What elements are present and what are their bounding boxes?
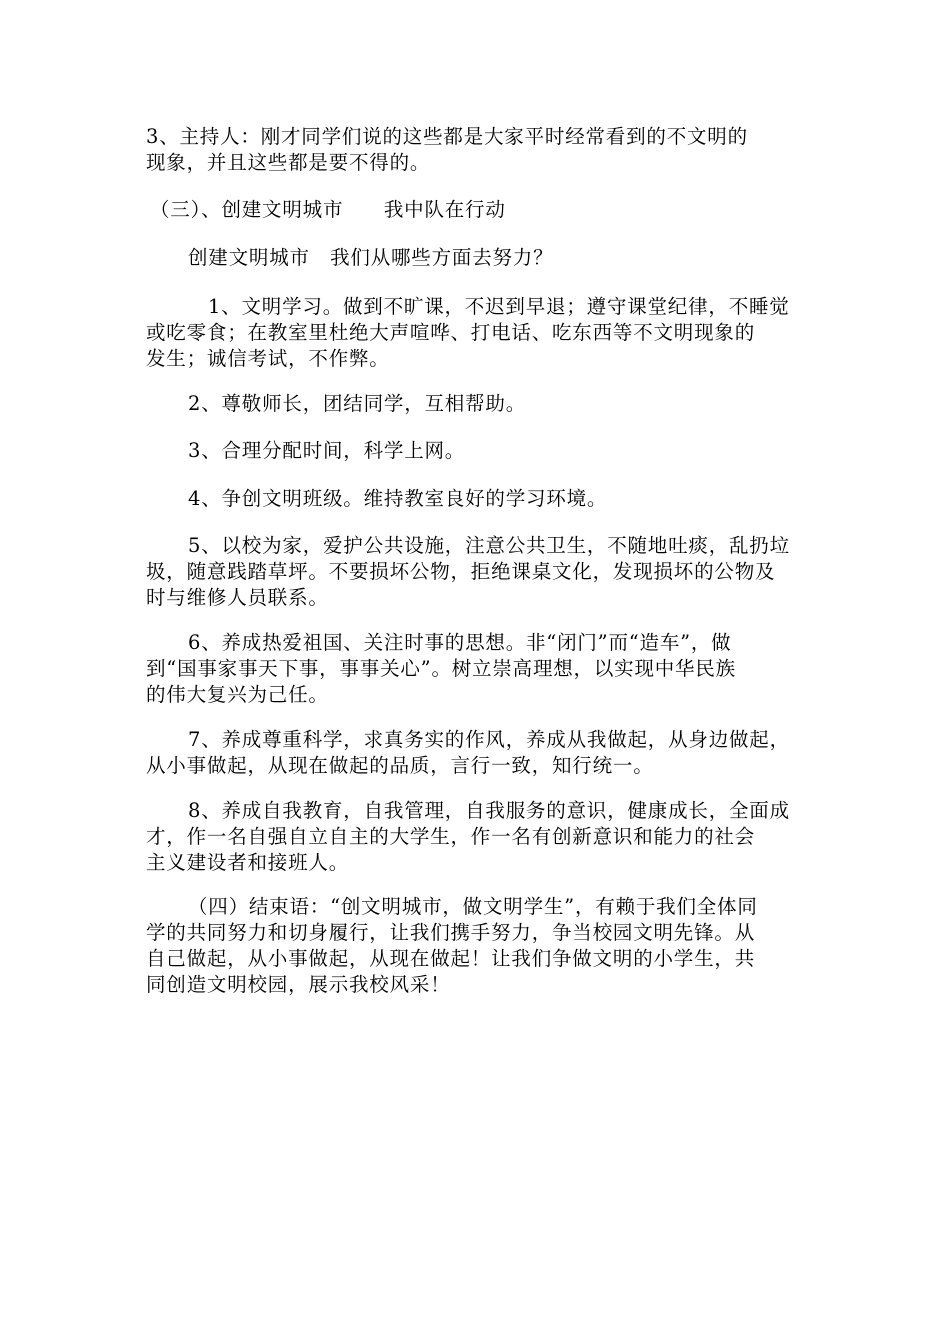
section-question xyxy=(146,245,806,271)
paragraph-host-remarks xyxy=(146,124,806,176)
text-line: 7、养成尊重科学，求真务实的作风，养成从我做起，从身边做起， xyxy=(188,728,790,751)
text-line: 或吃零食；在教室里杜绝大声喧哗、打电话、吃东西等不文明现象的 xyxy=(146,321,756,344)
list-item-7 xyxy=(146,727,806,779)
text-line: （四）结束语：“创文明城市，做文明学生”，有赖于我们全体同 xyxy=(188,895,758,918)
text-line: 主义建设者和接班人。 xyxy=(146,851,350,874)
text-line: 4、争创文明班级。维持教室良好的学习环境。 xyxy=(188,487,608,510)
text-line: 圾，随意践踏草坪。不要损坏公物，拒绝课桌文化，发现损坏的公物及 xyxy=(146,560,776,583)
list-item-3 xyxy=(146,438,806,464)
list-item-4 xyxy=(146,486,806,512)
heading-text: （三）、创建文明城市 我中队在行动 xyxy=(150,198,506,221)
text-line: 1、文明学习。做到不旷课，不迟到早退；遵守课堂纪律，不睡觉 xyxy=(208,295,790,318)
conclusion-paragraph xyxy=(146,894,806,998)
list-item-1 xyxy=(146,294,806,372)
list-item-8 xyxy=(146,798,806,876)
text-line: 时与维修人员联系。 xyxy=(146,586,329,609)
question-text: 创建文明城市 我们从哪些方面去努力？ xyxy=(188,246,554,269)
list-item-5 xyxy=(146,533,806,611)
text-line: 现象，并且这些都是要不得的。 xyxy=(146,151,431,174)
text-line: 5、以校为家，爱护公共设施，注意公共卫生，不随地吐痰，乱扔垃 xyxy=(188,534,790,557)
text-line: 的伟大复兴为己任。 xyxy=(146,683,329,706)
text-line: 3、主持人：刚才同学们说的这些都是大家平时经常看到的不文明的 xyxy=(146,125,748,148)
text-line: 同创造文明校园，展示我校风采！ xyxy=(146,973,451,996)
text-line: 8、养成自我教育，自我管理，自我服务的意识，健康成长，全面成 xyxy=(188,799,790,822)
text-line: 学的共同努力和切身履行，让我们携手努力，争当校园文明先锋。从 xyxy=(146,921,756,944)
text-line: 6、养成热爱祖国、关注时事的思想。非“闭门”而“造车”，做 xyxy=(188,631,732,654)
list-item-2 xyxy=(146,391,806,417)
list-item-6 xyxy=(146,630,806,708)
section-heading-three xyxy=(146,197,806,223)
text-line: 发生；诚信考试，不作弊。 xyxy=(146,347,390,370)
text-line: 自己做起，从小事做起，从现在做起！让我们争做文明的小学生，共 xyxy=(146,947,756,970)
text-line: 从小事做起，从现在做起的品质，言行一致，知行统一。 xyxy=(146,754,654,777)
text-line: 2、尊敬师长，团结同学，互相帮助。 xyxy=(188,392,527,415)
text-line: 才，作一名自强自立自主的大学生，作一名有创新意识和能力的社会 xyxy=(146,825,756,848)
text-line: 到“国事家事天下事，事事关心”。树立崇高理想，以实现中华民族 xyxy=(146,657,736,680)
text-line: 3、合理分配时间，科学上网。 xyxy=(188,439,466,462)
